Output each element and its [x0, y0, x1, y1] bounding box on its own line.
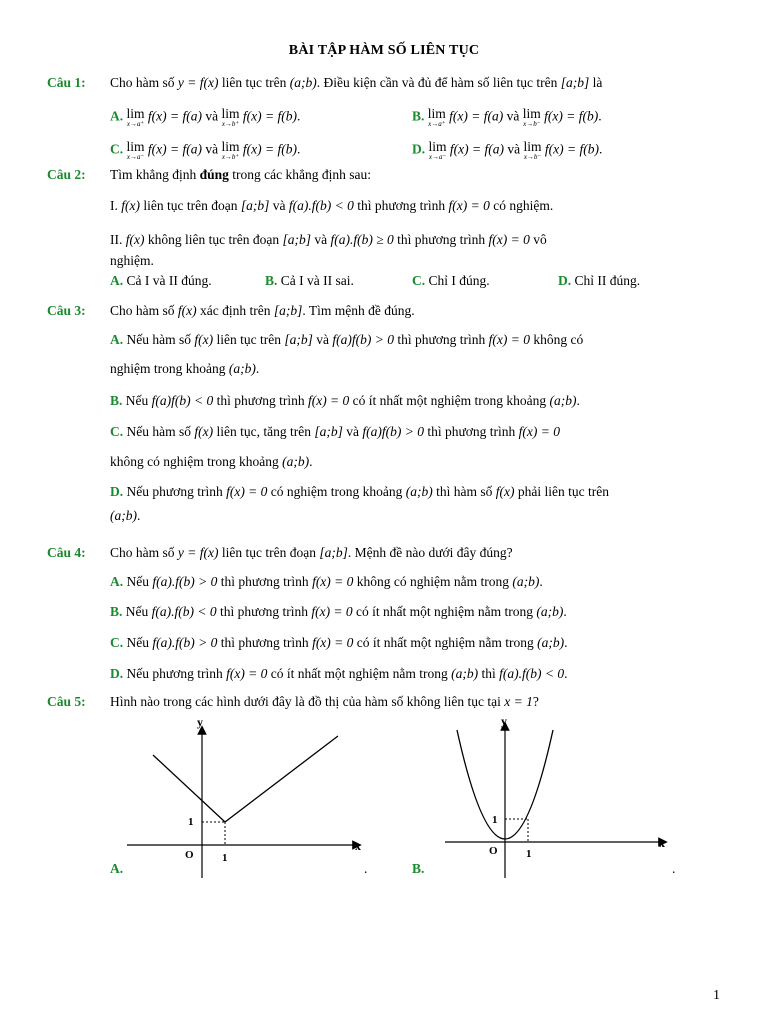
y-axis-label: y	[197, 715, 203, 729]
q2-option-c[interactable]: C. Chỉ I đúng.	[412, 273, 490, 288]
q3-option-d[interactable]: D. Nếu phương trình f(x) = 0 có nghiệm trong khoảng (a;b) thì hàm số f(x) phải liên tục trên	[110, 484, 609, 499]
question-4-label: Câu 4:	[47, 545, 86, 560]
q3-option-b[interactable]: B. Nếu f(a)f(b) < 0 thì phương trình f(x) = 0 có ít nhất một nghiệm trong khoảng (a;b).	[110, 393, 580, 408]
q2-option-a[interactable]: A. Cả I và II đúng.	[110, 273, 212, 288]
x-axis-label: x	[355, 839, 361, 853]
q4-option-c[interactable]: C. Nếu f(a).f(b) > 0 thì phương trình f(x) = 0 có ít nhất một nghiệm nằm trong (a;b).	[110, 635, 568, 650]
q1-option-a[interactable]: A. lim x→a⁺ f(x) = f(a) và lim x→b⁺ f(x) = f(b).	[110, 106, 301, 128]
question-1-stem: Cho hàm số y = f(x) liên tục trên (a;b). Điều kiện cần và đủ để hàm số liên tục trên [a;b] là	[110, 75, 603, 90]
q3-option-c-cont: không có nghiệm trong khoảng (a;b).	[110, 454, 313, 469]
graph-b-label[interactable]: B.	[412, 861, 425, 876]
question-5-stem: Hình nào trong các hình dưới đây là đồ thị của hàm số không liên tục tại x = 1?	[110, 694, 539, 709]
q4-option-b[interactable]: B. Nếu f(a).f(b) < 0 thì phương trình f(x) = 0 có ít nhất một nghiệm nằm trong (a;b).	[110, 604, 567, 619]
function-curve	[153, 736, 338, 822]
q3-option-d-cont: (a;b).	[110, 508, 141, 523]
graph-a-label[interactable]: A.	[110, 861, 124, 876]
y-tick-label: 1	[492, 814, 498, 826]
y-tick-label: 1	[188, 816, 194, 828]
question-1-label: Câu 1:	[47, 75, 86, 90]
question-3-stem: Cho hàm số f(x) xác định trên [a;b]. Tìm mệnh đề đúng.	[110, 303, 415, 318]
q1-option-c[interactable]: C. lim x→a⁻ f(x) = f(a) và lim x→b⁺ f(x) = f(b).	[110, 139, 301, 161]
x-tick-label: 1	[526, 848, 532, 860]
origin-label: O	[489, 845, 498, 857]
q3-option-c[interactable]: C. Nếu hàm số f(x) liên tục, tăng trên [a;b] và f(a)f(b) > 0 thì phương trình f(x) = 0	[110, 424, 560, 439]
x-axis-label: x	[659, 836, 665, 850]
page-number: 1	[713, 988, 720, 1003]
question-4-stem: Cho hàm số y = f(x) liên tục trên đoạn [a;b]. Mệnh đề nào dưới đây đúng?	[110, 545, 513, 560]
q4-option-a[interactable]: A. Nếu f(a).f(b) > 0 thì phương trình f(x) = 0 không có nghiệm nằm trong (a;b).	[110, 574, 543, 589]
q1-option-d[interactable]: D. lim x→a⁻ f(x) = f(a) và lim x→b⁻ f(x) = f(b).	[412, 139, 603, 161]
q1-option-b[interactable]: B. lim x→a⁺ f(x) = f(a) và lim x→b⁻ f(x) = f(b).	[412, 106, 602, 128]
statement-2: II. f(x) không liên tục trên đoạn [a;b] và f(a).f(b) ≥ 0 thì phương trình f(x) = 0 vô	[110, 232, 547, 247]
origin-label: O	[185, 849, 194, 861]
x-tick-label: 1	[222, 852, 228, 864]
y-axis-label: y	[501, 714, 507, 728]
page-title: BÀI TẬP HÀM SỐ LIÊN TỤC	[288, 43, 480, 58]
statement-2-cont: nghiệm.	[110, 253, 154, 268]
graph-a	[125, 712, 370, 884]
graph-b	[425, 712, 670, 884]
statement-1: I. f(x) liên tục trên đoạn [a;b] và f(a).f(b) < 0 thì phương trình f(x) = 0 có nghiệm.	[110, 198, 554, 213]
question-5-label: Câu 5:	[47, 694, 86, 709]
q3-option-a[interactable]: A. Nếu hàm số f(x) liên tục trên [a;b] và f(a)f(b) > 0 thì phương trình f(x) = 0 không có	[110, 332, 584, 347]
q2-option-b[interactable]: B. Cả I và II sai.	[265, 273, 354, 288]
question-2-label: Câu 2:	[47, 167, 86, 182]
q4-option-d[interactable]: D. Nếu phương trình f(x) = 0 có ít nhất một nghiệm nằm trong (a;b) thì f(a).f(b) < 0.	[110, 666, 568, 681]
q3-option-a-cont: nghiệm trong khoảng (a;b).	[110, 361, 260, 376]
question-3-label: Câu 3:	[47, 303, 86, 318]
q2-option-d[interactable]: D. Chỉ II đúng.	[558, 273, 641, 288]
question-2-stem: Tìm khẳng định đúng trong các khẳng định sau:	[110, 167, 371, 182]
